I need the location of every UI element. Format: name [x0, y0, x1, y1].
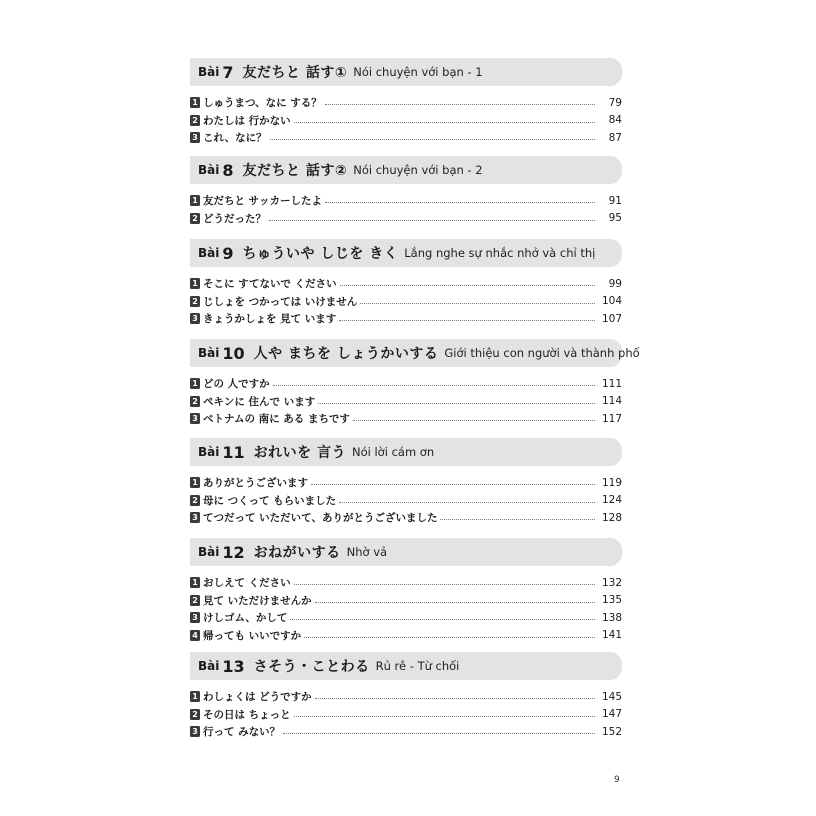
- toc-entry[interactable]: [190, 293, 622, 311]
- toc-entry[interactable]: [190, 492, 622, 510]
- lesson-section: [190, 538, 622, 644]
- entry-number-badge: 3: [190, 413, 200, 424]
- dot-leader: [304, 637, 595, 638]
- entry-title: どうだった？: [203, 212, 266, 225]
- entry-page-number: 119: [601, 476, 622, 489]
- lesson-number: 10: [222, 343, 245, 363]
- entry-number-badge: 1: [190, 691, 200, 702]
- toc-entry[interactable]: [190, 574, 622, 592]
- dot-leader: [360, 303, 595, 304]
- toc-entry[interactable]: [190, 310, 622, 328]
- lesson-title-jp: おねがいする: [253, 545, 341, 561]
- entry-page-number: 114: [601, 395, 622, 408]
- dot-leader: [315, 698, 595, 699]
- dot-leader: [273, 385, 595, 386]
- toc-entry[interactable]: [190, 129, 622, 147]
- entry-page-number: 79: [608, 96, 622, 109]
- entry-title: 見て いただけませんか: [203, 594, 312, 607]
- lesson-number: 7: [222, 62, 234, 82]
- entry-page-number: 117: [601, 412, 622, 425]
- entry-number-badge: 1: [190, 195, 200, 206]
- toc-entry[interactable]: [190, 474, 622, 492]
- entry-title: その日は ちょっと: [203, 708, 291, 721]
- entry-title: 母に つくって もらいました: [203, 494, 337, 507]
- entry-page-number: 87: [608, 131, 622, 144]
- dot-leader: [318, 403, 595, 404]
- lesson-header: [190, 438, 622, 466]
- toc-entry[interactable]: [190, 410, 622, 428]
- entry-page-number: 99: [608, 277, 622, 290]
- lesson-title-jp: さそう・ことわる: [253, 659, 370, 675]
- entry-title: そこに すてないで ください: [203, 278, 337, 291]
- toc-entry[interactable]: [190, 112, 622, 130]
- lesson-section: [190, 58, 622, 147]
- entry-title: おしえて ください: [203, 577, 291, 590]
- toc-entry[interactable]: [190, 627, 622, 645]
- entry-number-badge: 2: [190, 709, 200, 720]
- entry-list: [190, 275, 622, 328]
- toc-entry[interactable]: [190, 192, 622, 210]
- lesson-title-vn: Nói chuyện với bạn - 1: [353, 65, 483, 79]
- entry-page-number: 107: [601, 312, 622, 325]
- lesson-title-vn: Nói lời cám ơn: [352, 445, 435, 459]
- lesson-label: Bài: [198, 545, 220, 559]
- toc-entry[interactable]: [190, 375, 622, 393]
- entry-title: これ、なに？: [203, 132, 267, 145]
- entry-title: わしょくは どうですか: [203, 691, 312, 704]
- dot-leader: [294, 716, 595, 717]
- entry-list: [190, 574, 622, 644]
- lesson-header: [190, 239, 622, 267]
- dot-leader: [325, 202, 595, 203]
- dot-leader: [290, 619, 595, 620]
- toc-entry[interactable]: [190, 275, 622, 293]
- entry-title: ペキンに 住んで います: [203, 395, 316, 408]
- lesson-title-vn: Giới thiệu con người và thành phố: [444, 346, 640, 360]
- lesson-title-vn: Rủ rê - Từ chối: [375, 659, 460, 673]
- lesson-label: Bài: [198, 659, 220, 673]
- entry-list: [190, 688, 622, 741]
- entry-page-number: 141: [601, 629, 622, 642]
- entry-number-badge: 2: [190, 213, 200, 224]
- entry-title: わたしは 行かない: [203, 114, 291, 127]
- dot-leader: [339, 502, 595, 503]
- lesson-number: 12: [222, 542, 245, 562]
- entry-title: じしょを つかっては いけません: [203, 295, 358, 308]
- entry-list: [190, 474, 622, 527]
- lesson-section: [190, 156, 622, 227]
- lesson-section: [190, 652, 622, 741]
- entry-title: ベトナムの 南に ある まちです: [203, 413, 350, 426]
- entry-list: [190, 94, 622, 147]
- entry-number-badge: 3: [190, 726, 200, 737]
- lesson-label: Bài: [198, 346, 220, 360]
- entry-number-badge: 2: [190, 396, 200, 407]
- toc-entry[interactable]: [190, 706, 622, 724]
- lesson-section: [190, 339, 640, 428]
- dot-leader: [294, 122, 595, 123]
- entry-title: しゅうまつ、なに する？: [203, 97, 322, 110]
- entry-list: [190, 375, 622, 428]
- dot-leader: [311, 484, 595, 485]
- toc-entry[interactable]: [190, 723, 622, 741]
- toc-entry[interactable]: [190, 688, 622, 706]
- entry-number-badge: 1: [190, 477, 200, 488]
- lesson-label: Bài: [198, 445, 220, 459]
- lesson-number: 11: [222, 442, 245, 462]
- dot-leader: [353, 420, 595, 421]
- entry-title: てつだって いただいて、ありがとうございました: [203, 512, 438, 525]
- dot-leader: [270, 139, 595, 140]
- entry-title: きょうかしょを 見て います: [203, 313, 337, 326]
- dot-leader: [283, 733, 595, 734]
- entry-title: 帰っても いいですか: [203, 629, 302, 642]
- lesson-title-jp: ちゅういや しじを きく: [242, 246, 399, 262]
- lesson-title-vn: Nói chuyện với bạn - 2: [353, 163, 483, 177]
- dot-leader: [294, 584, 595, 585]
- entry-number-badge: 3: [190, 313, 200, 324]
- entry-page-number: 104: [601, 295, 622, 308]
- entry-page-number: 132: [601, 576, 622, 589]
- lesson-title-jp: おれいを 言う: [253, 445, 346, 461]
- entry-title: どの 人ですか: [203, 378, 270, 391]
- entry-page-number: 135: [601, 594, 622, 607]
- lesson-title-jp: 友だちと 話す①: [242, 65, 348, 81]
- entry-page-number: 128: [601, 511, 622, 524]
- entry-page-number: 95: [608, 212, 622, 225]
- lesson-header: [190, 652, 622, 680]
- entry-page-number: 91: [608, 194, 622, 207]
- lesson-section: [190, 438, 622, 527]
- entry-page-number: 138: [601, 611, 622, 624]
- lesson-title-jp: 友だちと 話す②: [242, 163, 348, 179]
- lesson-label: Bài: [198, 246, 220, 260]
- entry-number-badge: 1: [190, 97, 200, 108]
- entry-title: ありがとうございます: [203, 477, 308, 490]
- entry-number-badge: 3: [190, 132, 200, 143]
- dot-leader: [440, 519, 595, 520]
- toc-entry[interactable]: [190, 509, 622, 527]
- entry-title: 行って みない？: [203, 726, 281, 739]
- entry-title: けしゴム、かして: [203, 612, 288, 625]
- toc-entry[interactable]: [190, 94, 622, 112]
- lesson-label: Bài: [198, 163, 220, 177]
- lesson-title-vn: Lắng nghe sự nhắc nhở và chỉ thị: [404, 246, 596, 260]
- entry-page-number: 152: [601, 725, 622, 738]
- entry-number-badge: 1: [190, 577, 200, 588]
- entry-page-number: 124: [601, 494, 622, 507]
- toc-entry[interactable]: [190, 609, 622, 627]
- entry-number-badge: 2: [190, 115, 200, 126]
- entry-page-number: 111: [601, 377, 622, 390]
- lesson-header: [190, 538, 622, 566]
- entry-number-badge: 3: [190, 512, 200, 523]
- entry-page-number: 147: [601, 708, 622, 721]
- entry-title: 友だちと サッカーしたよ: [203, 195, 322, 208]
- lesson-title-vn: Nhờ vả: [346, 545, 388, 559]
- dot-leader: [325, 104, 595, 105]
- lesson-header: [190, 58, 622, 86]
- page-number: 9: [614, 775, 620, 785]
- lesson-section: [190, 239, 622, 328]
- dot-leader: [340, 285, 595, 286]
- lesson-label: Bài: [198, 65, 220, 79]
- lesson-number: 9: [222, 243, 234, 263]
- entry-page-number: 145: [601, 690, 622, 703]
- entry-page-number: 84: [608, 114, 622, 127]
- toc-entry[interactable]: [190, 210, 622, 228]
- dot-leader: [269, 220, 595, 221]
- lesson-header: [190, 339, 640, 367]
- dot-leader: [339, 320, 595, 321]
- lesson-number: 8: [222, 160, 234, 180]
- toc-entry[interactable]: [190, 393, 622, 411]
- entry-number-badge: 4: [190, 630, 200, 641]
- entry-list: [190, 192, 622, 227]
- entry-number-badge: 1: [190, 278, 200, 289]
- lesson-title-jp: 人や まちを しょうかいする: [253, 346, 439, 362]
- entry-number-badge: 3: [190, 612, 200, 623]
- dot-leader: [315, 602, 595, 603]
- lesson-header: [190, 156, 622, 184]
- entry-number-badge: 2: [190, 296, 200, 307]
- toc-entry[interactable]: [190, 592, 622, 610]
- entry-number-badge: 1: [190, 378, 200, 389]
- lesson-number: 13: [222, 656, 245, 676]
- entry-number-badge: 2: [190, 595, 200, 606]
- entry-number-badge: 2: [190, 495, 200, 506]
